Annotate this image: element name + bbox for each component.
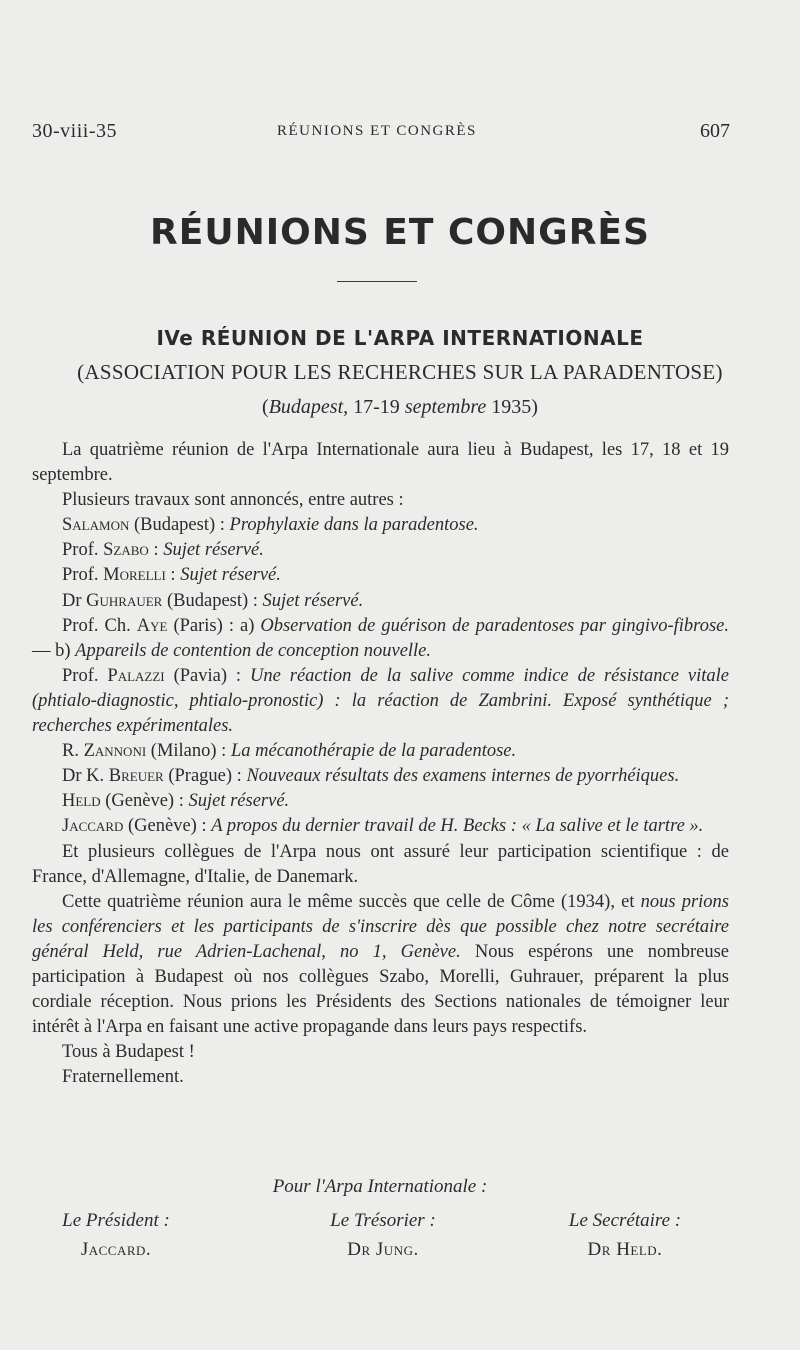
speaker-name: Breuer — [108, 766, 164, 787]
signature-role: Le Président : — [62, 1210, 170, 1231]
speaker-name: Jaccard — [62, 816, 124, 837]
talk-szabo: Prof. Szabo : Sujet réservé. — [62, 540, 264, 561]
speaker-name: Held — [62, 791, 101, 812]
talk-title: Sujet réservé. — [262, 590, 364, 611]
talk-title: Appareils de contention de conception nouvelle. — [75, 640, 432, 661]
paragraph-invitation: Cette quatrième réunion aura le même succès que celle de Côme (1934), et nous prions les conférenciers et les participants de s'inscrire dès que possible chez notre secrétaire général Held, rue Adrien-Lachenal, no 1, Genève. Nous espérons une nombreuse participation à Budapest où nos collègues Szabo, Morelli, Guhrauer, préparent la plus cordiale réception. Nous prions les Présidents des Sections nationales de témoigner leur intérêt à l'Arpa en faisant une active propagande dans leurs pays respectifs. — [32, 891, 729, 1038]
talk-title: La mécanothérapie de la paradentose. — [230, 741, 517, 762]
paragraph-participation: Et plusieurs collègues de l'Arpa nous ont assuré leur participation scientifique : de France, d'Allemagne, d'Italie, de Danemark. — [32, 841, 729, 887]
signature-role: Le Secrétaire : — [568, 1210, 682, 1231]
talk-title: A propos du dernier travail de H. Becks : « La salive et le tartre ». — [211, 816, 704, 837]
talk-zannoni: R. Zannoni (Milano) : La mécanothérapie de la paradentose. — [62, 741, 517, 762]
speaker-name: Palazzi — [107, 665, 165, 686]
signature-role: Le Trésorier : — [330, 1210, 436, 1231]
page-title: RÉUNIONS ET CONGRÈS — [150, 212, 650, 253]
dateline-place: Budapest, — [268, 396, 349, 418]
signature-name: Dr Jung. — [347, 1239, 419, 1260]
talk-morelli: Prof. Morelli : Sujet réservé. — [62, 565, 281, 586]
page-number: 607 — [700, 120, 730, 142]
speaker-name: Aye — [136, 615, 168, 636]
signature-treasurer — [283, 1206, 483, 1264]
title-divider — [337, 281, 417, 282]
speaker-name: Szabo — [103, 540, 149, 561]
registration-note: nous prions les conférenciers et les participants de s'inscrire dès que possible chez notre secrétaire général Held, rue Adrien-Lachenal, no 1, Genève. — [32, 891, 729, 962]
talk-palazzi: Prof. Palazzi (Pavia) : Une réaction de la salive comme indice de résistance vitale (phtialo-diagnostic, phtialo-pronostic) : la réaction de Zambrini. Exposé synthétique ; recherches expérimentales. — [32, 665, 729, 737]
talk-salamon: Salamon (Budapest) : Prophylaxie dans la paradentose. — [62, 515, 479, 536]
paragraph-salutation: Fraternellement. — [62, 1067, 184, 1088]
speaker-name: Guhrauer — [86, 590, 163, 611]
speaker-name: Salamon — [62, 515, 130, 536]
dateline-days: 17-19 — [353, 396, 400, 418]
talk-guhrauer: Dr Guhrauer (Budapest) : Sujet réservé. — [62, 590, 364, 611]
talk-breuer: Dr K. Breuer (Prague) : Nouveaux résultats des examens internes de pyorrhéiques. — [62, 766, 680, 787]
signature-name: Dr Held. — [587, 1239, 663, 1260]
paragraph-closing: Tous à Budapest ! — [62, 1042, 195, 1063]
running-head-date: 30-viii-35 — [32, 120, 117, 142]
signature-president — [16, 1206, 216, 1264]
paragraph-intro: La quatrième réunion de l'Arpa Internationale aura lieu à Budapest, les 17, 18 et 19 septembre. — [32, 440, 729, 486]
talk-title: Observation de guérison de paradentoses par gingivo-fibrose. — [260, 615, 729, 636]
talk-title: Prophylaxie dans la paradentose. — [229, 515, 479, 536]
talk-jaccard: Jaccard (Genève) : A propos du dernier travail de H. Becks : « La salive et le tartre ». — [62, 816, 704, 837]
dateline-month: septembre — [404, 396, 487, 418]
signature-intro: Pour l'Arpa Internationale : — [272, 1176, 488, 1197]
talk-title: Une réaction de la salive comme indice de résistance vitale (phtialo-diagnostic, phtialo-pronostic) : la réaction de Zambrini. Exposé synthétique ; recherches expérimentales. — [32, 665, 729, 737]
talk-title: Sujet réservé. — [180, 565, 281, 586]
dateline: (Budapest, 17-19 septembre 1935) — [262, 396, 538, 418]
speaker-name: Zannoni — [83, 741, 147, 762]
section-subtitle: (ASSOCIATION POUR LES RECHERCHES SUR LA PARADENTOSE) — [77, 360, 723, 384]
talk-title: Nouveaux résultats des examens internes de pyorrhéiques. — [246, 766, 680, 787]
talk-title: Sujet réservé. — [188, 791, 290, 812]
section-title: IVe RÉUNION DE L'ARPA INTERNATIONALE — [156, 326, 644, 350]
article-body — [32, 438, 729, 1090]
talk-held: Held (Genève) : Sujet réservé. — [62, 791, 290, 812]
running-head — [32, 120, 730, 150]
talk-title: Sujet réservé. — [163, 540, 264, 561]
running-head-title: RÉUNIONS ET CONGRÈS — [277, 123, 477, 139]
paragraph-announce: Plusieurs travaux sont annoncés, entre autres : — [62, 490, 404, 511]
dateline-year: 1935 — [491, 396, 532, 418]
signature-secretary — [525, 1206, 725, 1264]
speaker-name: Morelli — [103, 565, 166, 586]
talk-aye: Prof. Ch. Aye (Paris) : a) Observation de guérison de paradentoses par gingivo-fibrose. — b) Appareils de contention de conception nouvelle. — [32, 615, 729, 661]
signature-name: Jaccard. — [80, 1239, 152, 1260]
